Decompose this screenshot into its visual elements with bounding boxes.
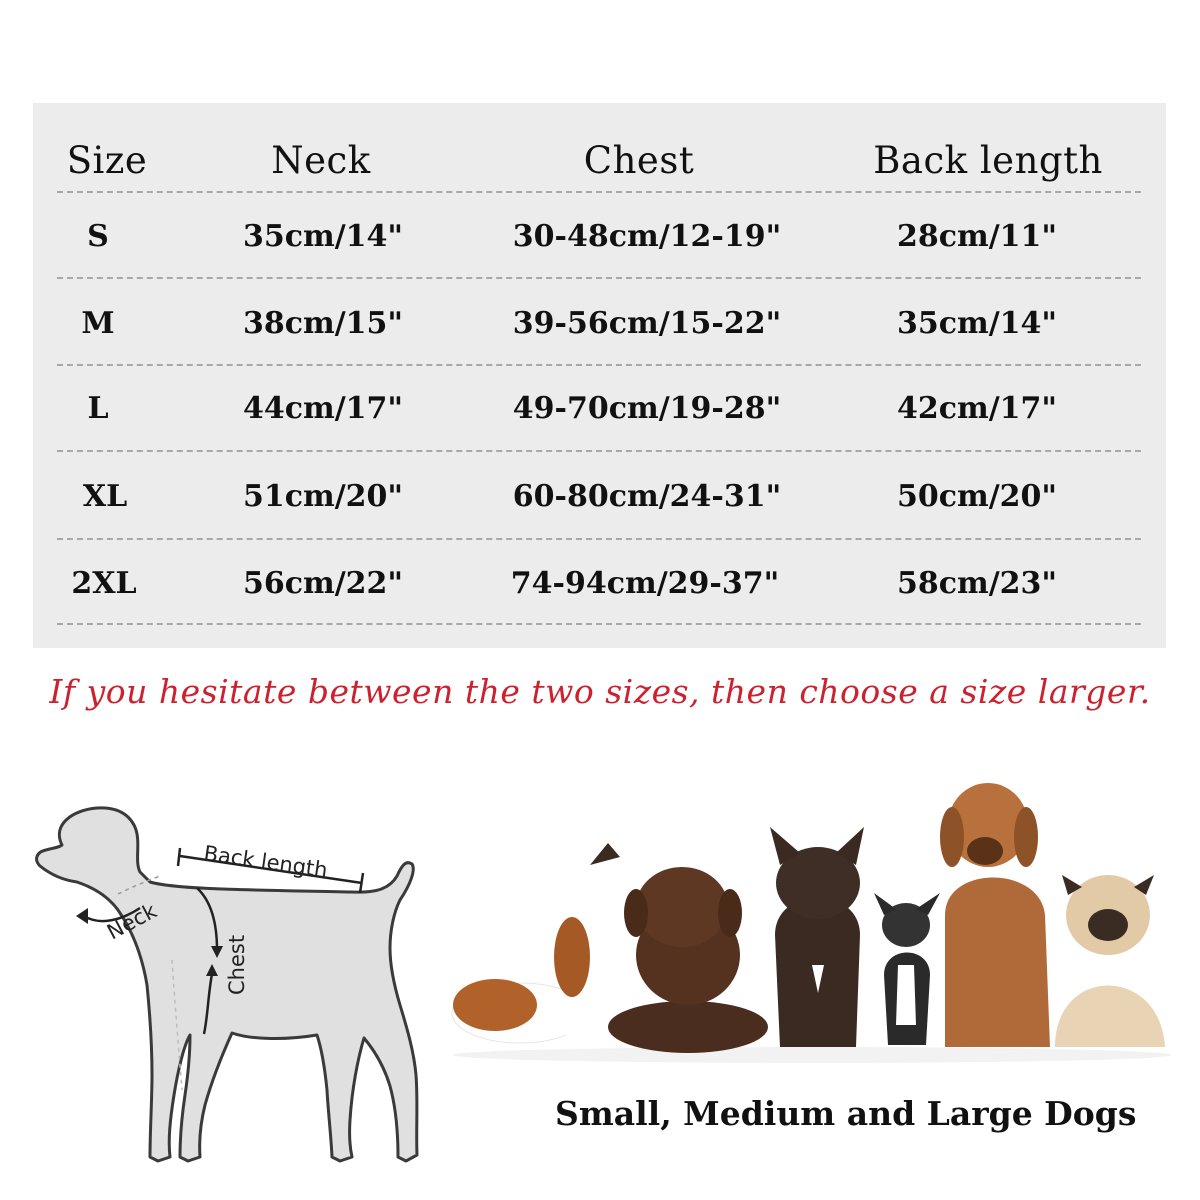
row-size-2xl: 2XL [71, 566, 137, 601]
row-xl-chest: 60-80cm/24-31" [512, 479, 782, 514]
chihuahua-image [874, 893, 940, 1045]
row-l-back-length: 42cm/17" [896, 391, 1058, 426]
row-l-chest: 49-70cm/19-28" [512, 391, 782, 426]
dog-measurement-diagram [22, 790, 432, 1180]
row-l-neck: 44cm/17" [242, 391, 404, 426]
header-size: Size [66, 139, 148, 182]
row-xl-neck: 51cm/20" [242, 479, 404, 514]
header-chest: Chest [583, 139, 695, 182]
row-size-l: L [87, 391, 109, 426]
row-divider [57, 450, 1141, 452]
row-divider [57, 191, 1141, 193]
row-s-neck: 35cm/14" [242, 219, 404, 254]
header-back-length: Back length [873, 139, 1103, 182]
row-divider [57, 538, 1141, 540]
basset-hound-image [452, 843, 620, 1043]
neck-label: Neck [103, 898, 161, 945]
french-bulldog-image [770, 827, 864, 1047]
row-2xl-chest: 74-94cm/29-37" [510, 566, 780, 601]
row-m-back-length: 35cm/14" [896, 306, 1058, 341]
row-s-back-length: 28cm/11" [896, 219, 1058, 254]
row-size-xl: XL [82, 479, 128, 514]
ridgeback-image [940, 783, 1050, 1047]
dogs-group-photo [440, 765, 1185, 1065]
row-2xl-neck: 56cm/22" [242, 566, 404, 601]
row-divider [57, 623, 1141, 625]
row-size-m: M [81, 306, 115, 341]
back-length-label: Back length [202, 841, 330, 883]
header-neck: Neck [271, 139, 371, 182]
row-divider [57, 364, 1141, 366]
row-size-s: S [87, 219, 109, 254]
dog-sizes-caption: Small, Medium and Large Dogs [555, 1094, 1137, 1133]
labrador-puppy-image [608, 867, 768, 1053]
sizing-advice-note: If you hesitate between the two sizes, then choose a size larger. [49, 672, 1151, 711]
pug-image [1055, 875, 1165, 1047]
row-2xl-back-length: 58cm/23" [896, 566, 1058, 601]
row-s-chest: 30-48cm/12-19" [512, 219, 782, 254]
row-m-chest: 39-56cm/15-22" [512, 306, 782, 341]
row-m-neck: 38cm/15" [242, 306, 404, 341]
row-divider [57, 277, 1141, 279]
row-xl-back-length: 50cm/20" [896, 479, 1058, 514]
chest-label: Chest [225, 934, 249, 995]
size-chart-table [33, 103, 1166, 648]
